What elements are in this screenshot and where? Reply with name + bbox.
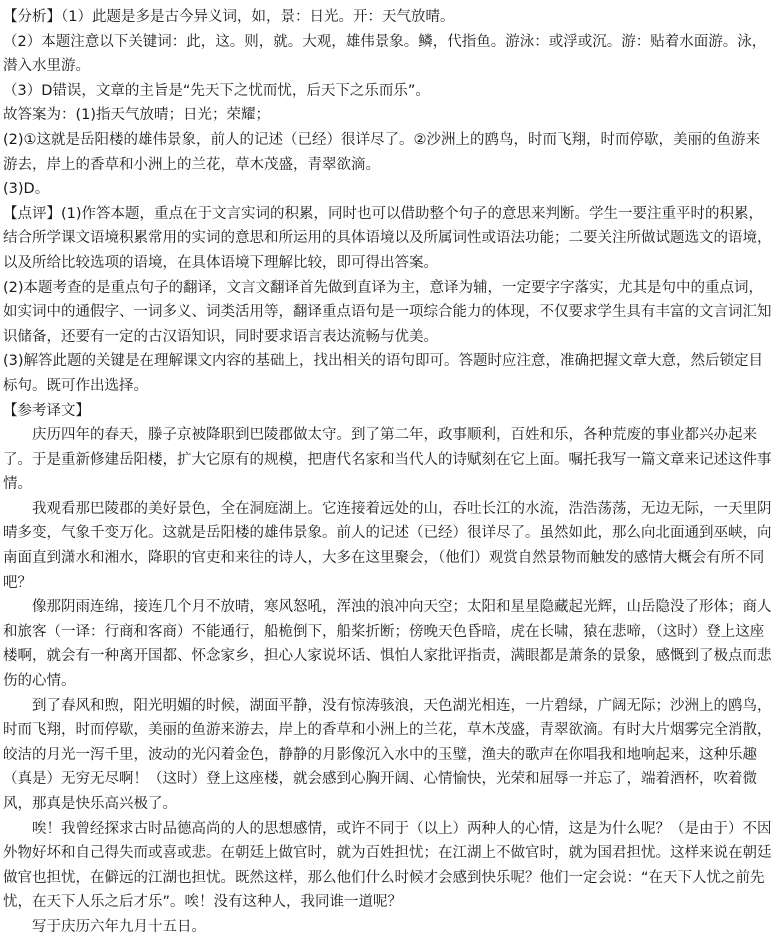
answer-line-1: 故答案为：(1)指天气放晴；日光；荣耀； bbox=[3, 107, 271, 124]
translation-heading: 【参考译文】 bbox=[3, 402, 90, 419]
translation-paragraph-4: 到了春风和煦，阳光明媚的时候，湖面平静，没有惊涛骇浪，天色湖光相连，一片碧绿，广阔无际；沙洲上的鸥鸟，时而飞翔，时而停歇，美丽的鱼游来游去，岸上的香草和小洲上的兰花，草木茂盛，青翠欲滴。有时大片烟雾完全消散，皎洁的月光一泻千里，波动的光闪着金色，静静的月影像沉入水中的玉璧，渔夫的歌声在你唱我和地响起来，这种乐趣（真是）无穷无尽啊！（这时）登上这座楼，就会感到心胸开阔、心情愉快，光荣和屈辱一并忘了，端着酒杯，吹着微风，那真是快乐高兴极了。 bbox=[3, 697, 772, 812]
comment-point-2: (2)本题考查的是重点句子的翻译，文言文翻译首先做到直译为主，意译为辅，一定要字字落实，尤其是句中的重点词，如实词中的通假字、一词多义、词类活用等，翻译重点语句是一项综合能力的体现，不仅要求学生具有丰富的文言词汇知识储备，还要有一定的古汉语知识，同时要求语言表达流畅与优美。 bbox=[3, 279, 772, 345]
translation-paragraph-2: 我观看那巴陵郡的美好景色，全在洞庭湖上。它连接着远处的山，吞吐长江的水流，浩浩荡荡，无边无际，一天里阴晴多变，气象千变万化。这就是岳阳楼的雄伟景象。前人的记述（已经）很详尽了。虽然如此，那么向北面通到巫峡，向南面直到潇水和湘水，降职的官吏和来往的诗人，大多在这里聚会，（他们）观赏自然景物而触发的感情大概会有所不同吧？ bbox=[3, 500, 772, 591]
translation-paragraph-3: 像那阴雨连绵，接连几个月不放晴，寒风怒吼，浑浊的浪冲向天空；太阳和星星隐藏起光辉，山岳隐没了形体；商人和旅客（一译：行商和客商）不能通行，船桅倒下，船桨折断；傍晚天色昏暗，虎在长啸，猿在悲啼，（这时）登上这座楼啊，就会有一种离开国都、怀念家乡，担心人家说坏话、惧怕人家批评指责，满眼都是萧条的景象，感慨到了极点而悲伤的心情。 bbox=[3, 599, 772, 690]
analysis-point-3: （3）D错误，文章的主旨是“先天下之忧而忧，后天下之乐而乐”。 bbox=[3, 82, 430, 99]
analysis-heading-line: 【分析】（1）此题是多是古今异义词，如，景：日光。开：天气放晴。 bbox=[3, 9, 455, 25]
answer-line-3: (3)D。 bbox=[3, 181, 50, 198]
translation-date: 写于庆历六年九月十五日。 bbox=[32, 918, 206, 935]
comment-point-3: (3)解答此题的关键是在理解课文内容的基础上，找出相关的语句即可。答题时应注意，准确把握文章大意，然后锁定目标句。既可作出选择。 bbox=[3, 353, 764, 394]
answer-line-2: (2)①这就是岳阳楼的雄伟景象，前人的记述（已经）很详尽了。②沙洲上的鸥鸟，时而飞翔，时而停歇，美丽的鱼游来游去，岸上的香草和小洲上的兰花，草木茂盛，青翠欲滴。 bbox=[3, 131, 761, 173]
comment-point-1: 【点评】(1)作答本题，重点在于文言实词的积累，同时也可以借助整个句子的意思来判断。学生一要注重平时的积累，结合所学课文语境积累常用的实词的意思和所运用的具体语境以及所属词性或语法功能；二要关注所做试题选文的语境，以及所给比较选项的语境，在具体语境下理解比较，即可得出答案。 bbox=[3, 205, 772, 271]
translation-paragraph-5: 唉！我曾经探求古时品德高尚的人的思想感情，或许不同于（以上）两种人的心情，这是为什么呢？（是由于）不因外物好坏和自己得失而或喜或悲。在朝廷上做官时，就为百姓担忧；在江湖上不做官时，就为国君担忧。这样来说在朝廷做官也担忧，在僻远的江湖也担忧。既然这样，那么他们什么时候才会感到快乐呢？他们一定会说：“在天下人忧之前先忧，在天下人乐之后才乐”。唉！没有这种人，我同谁一道呢？ bbox=[3, 820, 772, 911]
translation-paragraph-1: 庆历四年的春天，滕子京被降职到巴陵郡做太守。到了第二年，政事顺利，百姓和乐，各种荒废的事业都兴办起来了。于是重新修建岳阳楼，扩大它原有的规模，把唐代名家和当代人的诗赋刻在它上面。嘱托我写一篇文章来记述这件事情。 bbox=[3, 427, 772, 493]
analysis-point-2: （2）本题注意以下关键词：此，这。则，就。大观，雄伟景象。鳞，代指鱼。游泳：或浮或沉。游：贴着水面游。泳，潜入水里游。 bbox=[3, 33, 767, 75]
